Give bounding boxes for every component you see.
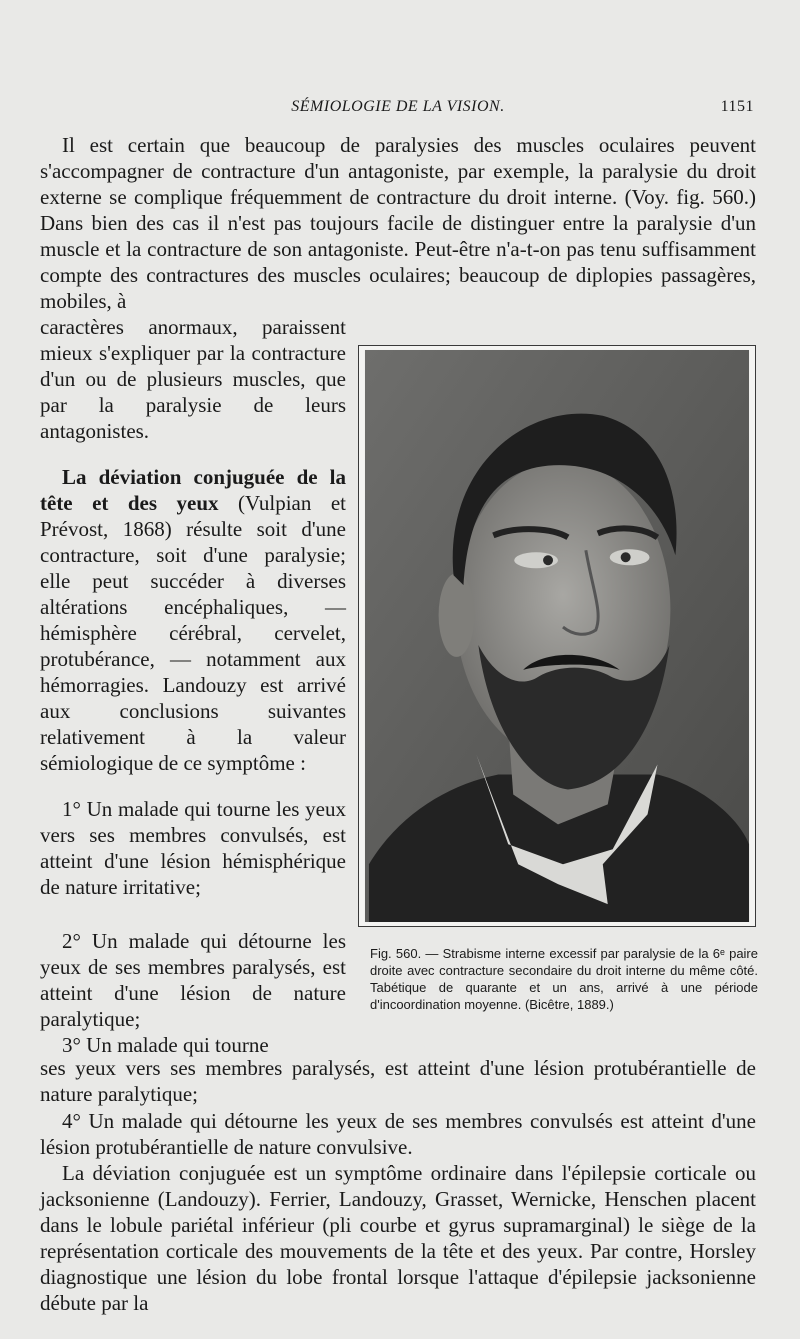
list-item-1: 1° Un malade qui tourne les yeux vers ses membres convulsés, est atteint d'une lésion hémisphérique de nature irritative;: [40, 797, 346, 899]
paragraph-contracture-continued: caractères anormaux, paraissent mieux s'expliquer par la contracture d'un ou de plusieurs muscles, que par la paralysie de leurs antagonistes.: [40, 315, 346, 443]
page-header: [40, 98, 756, 122]
bold-term: La déviation conjuguée de la tête et des yeux: [40, 465, 346, 515]
paragraph-jacksonian: La déviation conjuguée est un symptôme ordinaire dans l'épilepsie corticale ou jacksonienne (Landouzy). Ferrier, Landouzy, Grasset, Wernicke, Henschen placent dans le lobule pariétal inférieur (pli courbe et gyrus supramarginal) le siège de la représentation corticale des mouvements de la tête et des yeux. Par contre, Horsley diagnostique une lésion du lobe frontal lorsque l'attaque d'épilepsie jacksonienne débute par la: [40, 1161, 756, 1315]
figure-caption: Fig. 560. — Strabisme interne excessif par paralysie de la 6ᵉ paire droite avec contracture secondaire du droit interne du même côté. Tabétique de quarante et un ans, arrivé à une période d'incoordination moyenne. (Bicêtre, 1889.): [370, 946, 758, 1012]
portrait-illustration: [359, 346, 755, 926]
list-item-3-end: ses yeux vers ses membres paralysés, est atteint d'une lésion protubérantielle de nature paralytique;: [40, 1056, 756, 1106]
list-item-3-start: 3° Un malade qui tourne: [62, 1033, 269, 1057]
paragraph-deviation: [40, 464, 346, 776]
list-item-4: 4° Un malade qui détourne les yeux de ses membres convulsés est atteint d'une lésion protubérantielle de nature convulsive.: [40, 1109, 756, 1159]
paragraph-deviation-text: (Vulpian et Prévost, 1868) résulte soit d'une contracture, soit d'une paralysie; elle peut succéder à diverses altérations encéphaliques, — hémisphère cérébral, cervelet, protubérance, — notamment aux hémorragies. Landouzy est arrivé aux conclusions suivantes relativement à la valeur sémiologique de ce symptôme :: [40, 491, 346, 775]
paragraph-contracture: Il est certain que beaucoup de paralysies des muscles oculaires peuvent s'accompagner de contracture d'un antagoniste, par exemple, la paralysie du droit externe se complique fréquemment de contracture du droit interne. (Voy. fig. 560.) Dans bien des cas il n'est pas toujours facile de distinguer entre la paralysie d'un muscle et la contracture de son antagoniste. Peut-être n'a-t-on pas tenu suffisamment compte des contractures des muscles oculaires; beaucoup de diplopies passagères, mobiles, à: [40, 133, 756, 313]
running-title: SÉMIOLOGIE DE LA VISION.: [291, 98, 505, 115]
list-item-2: 2° Un malade qui détourne les yeux de ses membres paralysés, est atteint d'une lésion de nature paralytique;: [40, 929, 346, 1031]
page-number: 1151: [720, 98, 754, 115]
portrait-photograph: [358, 345, 756, 927]
